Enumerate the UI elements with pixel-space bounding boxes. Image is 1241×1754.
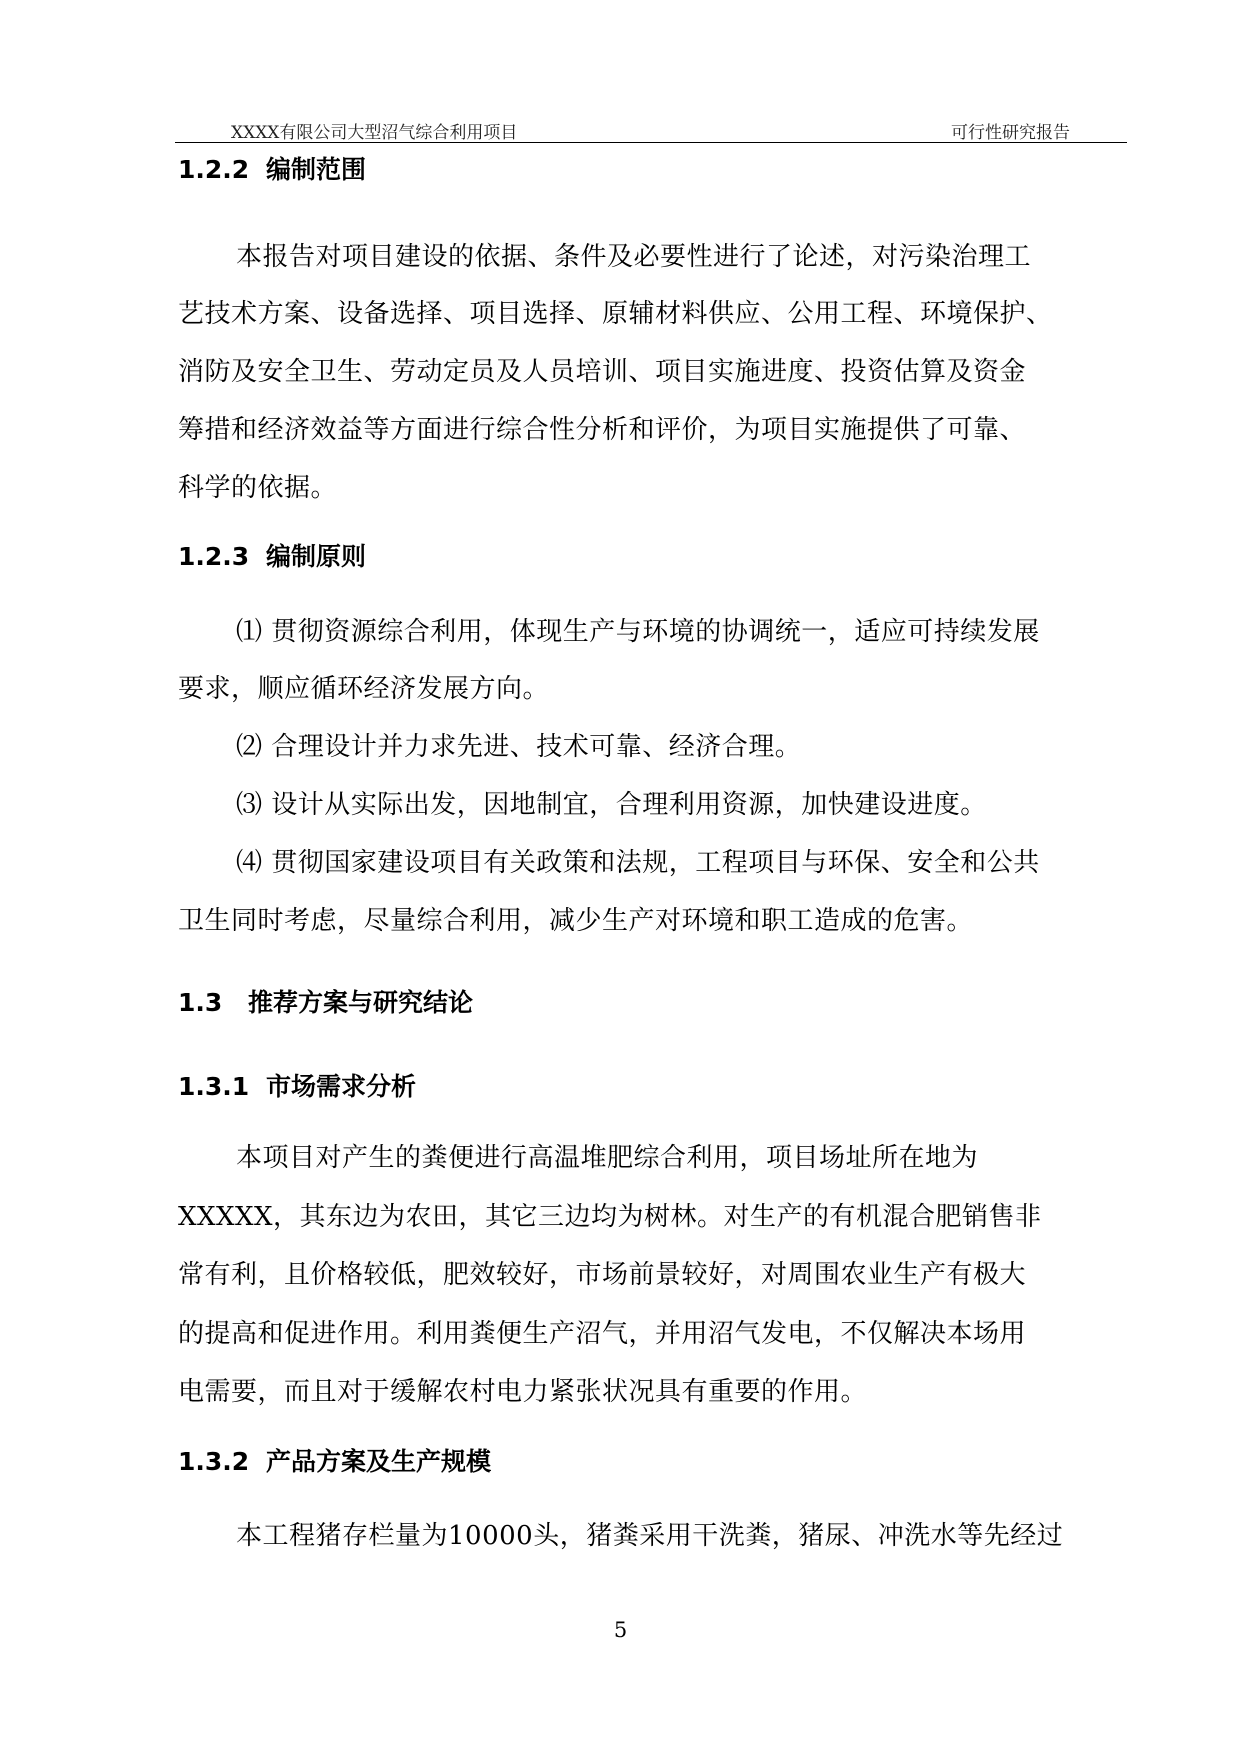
header-report-type: 可行性研究报告 xyxy=(951,123,1070,143)
heading-1-3 xyxy=(178,983,473,1019)
paragraph-line: 本工程猪存栏量为10000头，猪粪采用干洗粪，猪尿、冲洗水等先经过 xyxy=(236,1521,1064,1551)
heading-1-3-1 xyxy=(178,1067,416,1103)
paragraph-line: 消防及安全卫生、劳动定员及人员培训、项目实施进度、投资估算及资金 xyxy=(178,357,1027,387)
paragraph-line: 电需要，而且对于缓解农村电力紧张状况具有重要的作用。 xyxy=(178,1377,868,1407)
page-number: 5 xyxy=(613,1618,628,1642)
heading-title: 编制范围 xyxy=(266,155,367,184)
heading-title: 编制原则 xyxy=(266,542,367,571)
heading-number: 1.3.2 xyxy=(178,1447,250,1476)
paragraph-line: 本报告对项目建设的依据、条件及必要性进行了论述，对污染治理工 xyxy=(236,242,1032,272)
principle-item-3: ⑶ 设计从实际出发，因地制宜，合理利用资源，加快建设进度。 xyxy=(236,790,987,820)
paragraph-line: XXXXX，其东边为农田，其它三边均为树林。对生产的有机混合肥销售非 xyxy=(178,1202,1042,1232)
principle-item-4: ⑷ 贯彻国家建设项目有关政策和法规，工程项目与环保、安全和公共 xyxy=(236,848,1040,878)
paragraph-line: 科学的依据。 xyxy=(178,473,338,503)
paragraph-line: 艺技术方案、设备选择、项目选择、原辅材料供应、公用工程、环境保护、 xyxy=(178,299,1053,329)
principle-item-1: ⑴ 贯彻资源综合利用，体现生产与环境的协调统一，适应可持续发展 xyxy=(236,617,1040,647)
paragraph-line: 卫生同时考虑，尽量综合利用，减少生产对环境和职工造成的危害。 xyxy=(178,906,974,936)
header-project-title: XXXX有限公司大型沼气综合利用项目 xyxy=(231,123,518,143)
heading-title: 推荐方案与研究结论 xyxy=(248,988,474,1017)
paragraph-line: 本项目对产生的粪便进行高温堆肥综合利用，项目场址所在地为 xyxy=(236,1143,979,1173)
heading-title: 产品方案及生产规模 xyxy=(266,1447,492,1476)
heading-number: 1.2.2 xyxy=(178,155,250,184)
paragraph-line: 常有利，且价格较低，肥效较好，市场前景较好，对周围农业生产有极大 xyxy=(178,1260,1027,1290)
heading-number: 1.3 xyxy=(178,988,223,1017)
heading-number: 1.3.1 xyxy=(178,1072,250,1101)
paragraph-line: 筹措和经济效益等方面进行综合性分析和评价，为项目实施提供了可靠、 xyxy=(178,415,1027,445)
heading-number: 1.2.3 xyxy=(178,542,250,571)
principle-item-2: ⑵ 合理设计并力求先进、技术可靠、经济合理。 xyxy=(236,732,802,762)
heading-title: 市场需求分析 xyxy=(266,1072,417,1101)
page-header xyxy=(175,112,1127,143)
paragraph-line: 的提高和促进作用。利用粪便生产沼气，并用沼气发电，不仅解决本场用 xyxy=(178,1319,1027,1349)
heading-1-3-2 xyxy=(178,1442,491,1478)
heading-1-2-3 xyxy=(178,537,366,573)
paragraph-line: 要求，顺应循环经济发展方向。 xyxy=(178,674,550,704)
heading-1-2-2 xyxy=(178,150,366,186)
